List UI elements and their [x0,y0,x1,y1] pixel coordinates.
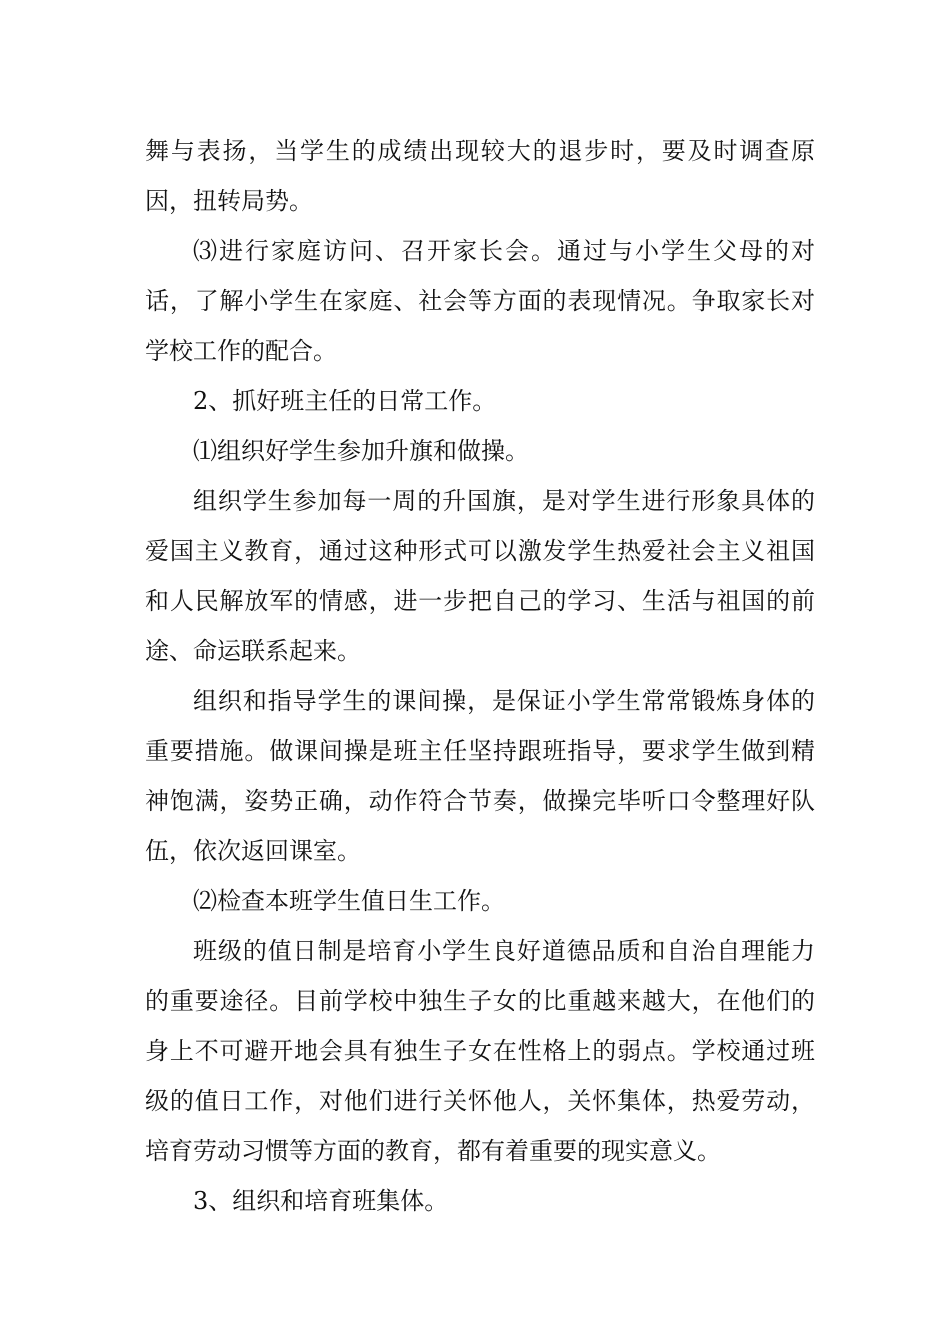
section-heading-class-collective: 3、组织和培育班集体。 [193,1187,449,1215]
subheading-flag-exercise: ⑴组织好学生参加升旗和做操。 [193,437,529,465]
subheading-duty-check: ⑵检查本班学生值日生工作。 [193,887,505,915]
paragraph-continuation: 舞与表扬，当学生的成绩出现较大的退步时，要及时调查原因，扭转局势。 [145,137,815,215]
paragraph-break-exercise: 组织和指导学生的课间操，是保证小学生常常锻炼身体的重要措施。做课间操是班主任坚持跟班指导，要求学生做到精神饱满，姿势正确，动作符合节奏，做操完毕听口令整理好队伍，依次返回课室。 [145,687,815,865]
document-body [145,126,815,1226]
paragraph-duty-system: 班级的值日制是培育小学生良好道德品质和自治自理能力的重要途径。目前学校中独生子女的比重越来越大，在他们的身上不可避开地会具有独生子女在性格上的弱点。学校通过班级的值日工作，对他们进行关怀他人，关怀集体，热爱劳动，培育劳动习惯等方面的教育，都有着重要的现实意义。 [145,937,815,1165]
section-heading-daily-work: 2、抓好班主任的日常工作。 [193,387,497,415]
paragraph-flag-raising: 组织学生参加每一周的升国旗，是对学生进行形象具体的爱国主义教育，通过这种形式可以激发学生热爱社会主义祖国和人民解放军的情感，进一步把自己的学习、生活与祖国的前途、命运联系起来。 [145,487,815,665]
paragraph-home-visit: ⑶进行家庭访问、召开家长会。通过与小学生父母的对话，了解小学生在家庭、社会等方面的表现情况。争取家长对学校工作的配合。 [145,237,815,365]
